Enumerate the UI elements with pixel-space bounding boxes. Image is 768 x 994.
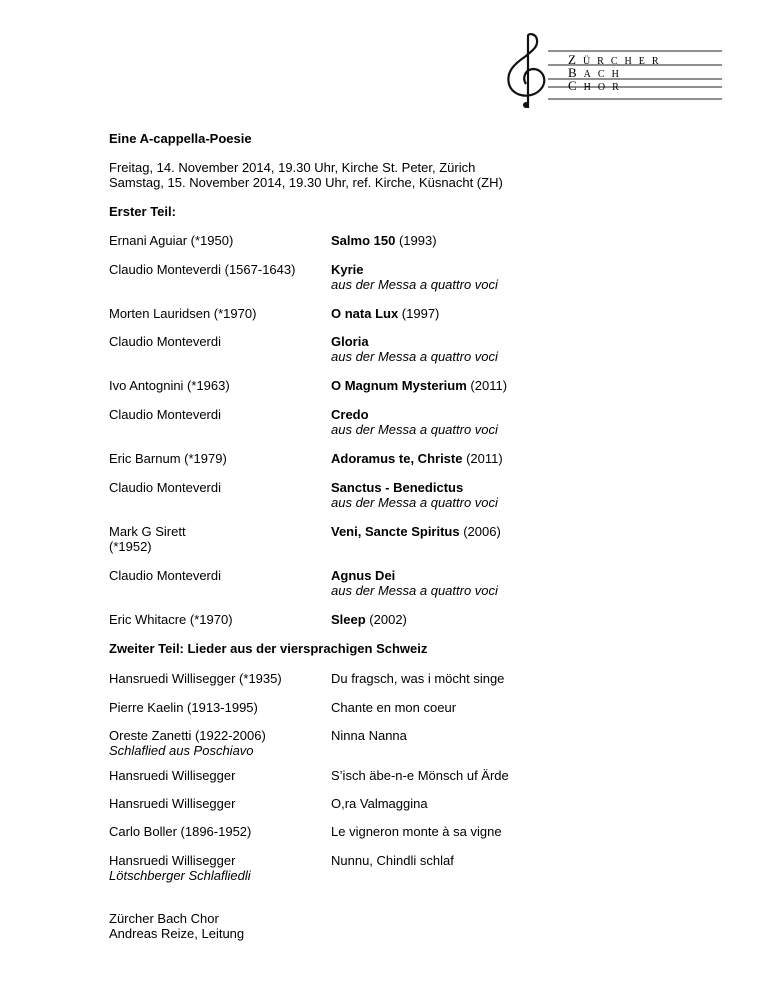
composer: Mark G Sirett <box>109 524 186 539</box>
work-title: Veni, Sancte Spiritus <box>331 524 460 539</box>
work-subtitle: aus der Messa a quattro voci <box>331 583 498 598</box>
work-year: (2002) <box>365 612 407 627</box>
work-title: Du fragsch, was i möcht singe <box>331 671 505 686</box>
work <box>331 612 407 627</box>
logo-line3-rest: HOR <box>583 82 626 93</box>
composer: Hansruedi Willisegger <box>109 768 236 783</box>
work-title: Credo <box>331 407 369 422</box>
work-title: Sanctus - Benedictus <box>331 480 464 495</box>
work-title: Ninna Nanna <box>331 728 407 743</box>
work-title: O,ra Valmaggina <box>331 796 428 811</box>
work-subtitle: aus der Messa a quattro voci <box>331 495 498 510</box>
composer: Claudio Monteverdi (1567-1643) <box>109 262 296 277</box>
work-title: Chante en mon coeur <box>331 700 457 715</box>
work-title: Sleep <box>331 612 366 627</box>
choir-logo <box>500 32 725 112</box>
work-title: Nunnu, Chindli schlaf <box>331 853 454 868</box>
composer: Morten Lauridsen (*1970) <box>109 306 257 321</box>
logo-line2-rest: ACH <box>583 69 626 80</box>
work <box>331 306 439 321</box>
work-year: (2006) <box>459 524 501 539</box>
composer: Claudio Monteverdi <box>109 407 222 422</box>
work-title: Agnus Dei <box>331 568 396 583</box>
work-title: Adoramus te, Christe <box>331 451 463 466</box>
concert-title: Eine A-cappella-Poesie <box>109 131 252 146</box>
logo-line3-initial: C <box>568 78 584 93</box>
work-subtitle: aus der Messa a quattro voci <box>331 422 498 437</box>
work-subtitle: aus der Messa a quattro voci <box>331 349 498 364</box>
work <box>331 233 437 248</box>
composer: Hansruedi Willisegger <box>109 796 236 811</box>
logo-line1-rest: ÜRCHER <box>582 56 666 67</box>
work-year: (1997) <box>398 306 440 321</box>
work-title: O nata Lux <box>331 306 399 321</box>
work-title: S’isch äbe-n-e Mönsch uf Ärde <box>331 768 509 783</box>
composer: Pierre Kaelin (1913-1995) <box>109 700 258 715</box>
footer-conductor: Andreas Reize, Leitung <box>109 926 245 941</box>
work <box>331 378 507 393</box>
work-year: (2011) <box>462 451 503 466</box>
composer: Claudio Monteverdi <box>109 480 222 495</box>
composer-subtitle: Lötschberger Schlafliedli <box>109 868 251 883</box>
logo-line2-initial: B <box>568 65 584 80</box>
composer: Claudio Monteverdi <box>109 334 222 349</box>
work-title: Kyrie <box>331 262 364 277</box>
composer: Hansruedi Willisegger <box>109 853 236 868</box>
work-title: Le vigneron monte à sa vigne <box>331 824 502 839</box>
work-title: Gloria <box>331 334 369 349</box>
composer: Oreste Zanetti (1922-2006) <box>109 728 266 743</box>
composer-subtitle: Schlaflied aus Poschiavo <box>109 743 254 758</box>
logo-line1-initial: Z <box>568 52 583 67</box>
work <box>331 524 501 539</box>
composer-dates: (*1952) <box>109 539 152 554</box>
work-year: (2011) <box>466 378 508 393</box>
work-year: (1993) <box>395 233 437 248</box>
work-subtitle: aus der Messa a quattro voci <box>331 277 498 292</box>
composer: Carlo Boller (1896-1952) <box>109 824 252 839</box>
composer: Ivo Antognini (*1963) <box>109 378 230 393</box>
part1-heading: Erster Teil: <box>109 204 176 219</box>
date-line-1: Freitag, 14. November 2014, 19.30 Uhr, Kirche St. Peter, Zürich <box>109 160 476 175</box>
part2-heading: Zweiter Teil: Lieder aus der viersprachigen Schweiz <box>109 641 428 656</box>
date-line-2: Samstag, 15. November 2014, 19.30 Uhr, ref. Kirche, Küsnacht (ZH) <box>109 175 503 190</box>
work-title: O Magnum Mysterium <box>331 378 467 393</box>
composer: Claudio Monteverdi <box>109 568 222 583</box>
work-title: Salmo 150 <box>331 233 396 248</box>
footer-choir: Zürcher Bach Chor <box>109 911 219 926</box>
work <box>331 451 503 466</box>
composer: Eric Whitacre (*1970) <box>109 612 233 627</box>
composer: Eric Barnum (*1979) <box>109 451 227 466</box>
composer: Ernani Aguiar (*1950) <box>109 233 234 248</box>
composer: Hansruedi Willisegger (*1935) <box>109 671 282 686</box>
